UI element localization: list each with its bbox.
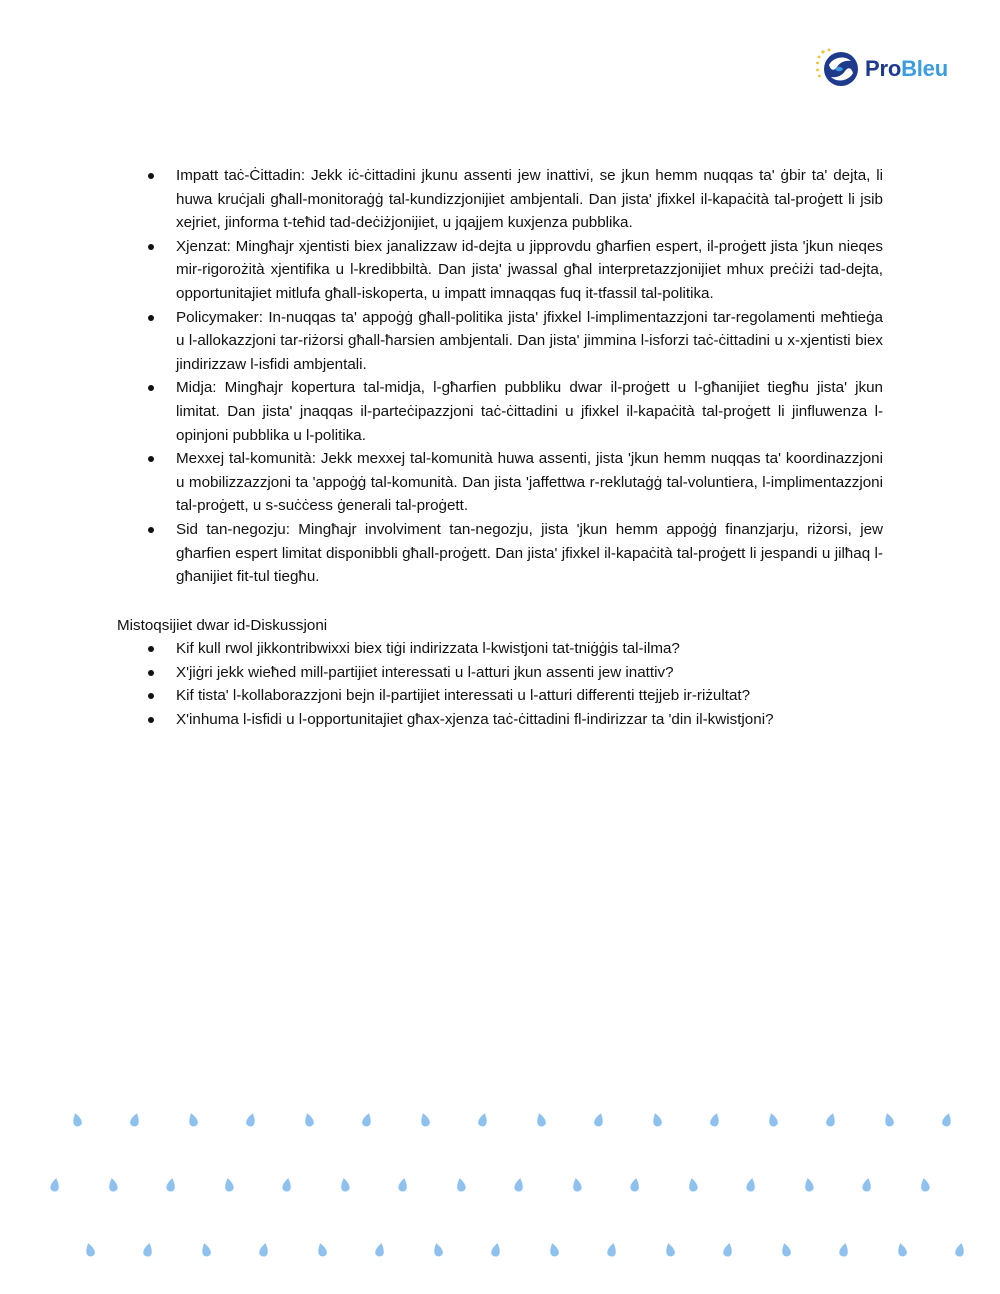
water-drop-icon: [630, 1177, 641, 1192]
water-drop-icon: [491, 1242, 502, 1257]
water-drop-icon: [432, 1242, 444, 1257]
water-drop-icon: [664, 1242, 676, 1257]
discussion-question: X'inhuma l-isfidi u l-opportunitajiet għax-xjenza taċ-ċittadini fl-indirizzar ta 'din il-kwistjoni?: [117, 708, 883, 732]
water-drop-icon: [941, 1112, 953, 1127]
water-drop-icon: [303, 1112, 315, 1127]
water-drop-icon: [607, 1242, 618, 1257]
water-drop-icon: [767, 1112, 779, 1127]
role-citizen-impact: Impatt taċ-Ċittadin: Jekk iċ-ċittadini jkunu assenti jew inattivi, se jkun hemm nuqqas ta' ġbir ta' dejta, li huwa kruċjali għall-monitoraġġ tal-kundizzjonijiet ambjentali. Dan jista' jfixkel il-kapaċità tal-proġett li jsib xejriet, jinforma t-teħid tad-deċiżjonijiet, u jqajjem kuxjenza pubblika.: [117, 164, 883, 235]
discussion-questions-list: [117, 637, 883, 731]
water-drop-icon: [688, 1177, 699, 1192]
water-drop-icon: [535, 1112, 547, 1127]
water-drop-icon: [316, 1242, 328, 1257]
water-drop-icon: [839, 1242, 850, 1257]
water-drop-icon: [920, 1177, 931, 1192]
water-drop-icon: [245, 1112, 257, 1127]
brand-name-pro: Pro: [865, 56, 902, 81]
water-drop-icon: [398, 1177, 409, 1192]
water-drop-icon: [187, 1112, 199, 1127]
role-community-leader: Mexxej tal-komunità: Jekk mexxej tal-komunità huwa assenti, jista 'jkun hemm nuqqas ta' koordinazzjoni u mobilizzazzjoni ta 'appoġġ tal-komunità. Dan jista 'jaffettwa r-reklutaġġ tal-voluntiera, l-implimentazzjoni tal-proġett, u s-suċċess ġenerali tal-proġett.: [117, 447, 883, 518]
water-drop-icon: [825, 1112, 837, 1127]
water-drop-icon: [282, 1177, 293, 1192]
water-drop-icon: [883, 1112, 895, 1127]
water-drop-icon: [259, 1242, 270, 1257]
roles-list: [117, 164, 883, 589]
water-drop-icon: [456, 1177, 467, 1192]
document-body: [117, 164, 883, 732]
water-drop-icon: [709, 1112, 721, 1127]
discussion-question: X'jiġri jekk wieħed mill-partijiet interessati u l-atturi jkun assenti jew inattiv?: [117, 661, 883, 685]
water-drop-icon: [477, 1112, 489, 1127]
role-policymaker: Policymaker: In-nuqqas ta' appoġġ għall-politika jista' jfixkel l-implimentazzjoni tar-regolamenti meħtieġa u l-allokazzjoni tar-riżorsi għall-ħarsien ambjentali. Dan jista' jimmina l-isforzi taċ-ċittadini u x-xjentisti biex jindirizzaw l-isfidi ambjentali.: [117, 306, 883, 377]
water-drop-icon: [804, 1177, 815, 1192]
water-drop-icon: [224, 1177, 235, 1192]
water-drop-icon: [746, 1177, 757, 1192]
brand-name: [865, 56, 948, 82]
water-drop-icon: [514, 1177, 525, 1192]
water-drop-icon: [419, 1112, 431, 1127]
role-business-owner: Sid tan-negozju: Mingħajr involviment tan-negozju, jista 'jkun hemm appoġġ finanzjarju, riżorsi, jew għarfien espert limitat disponibbli għall-proġett. Dan jista' jfixkel il-kapaċità tal-proġett li jespandi u jilħaq l-għanijiet fit-tul tiegħu.: [117, 518, 883, 589]
water-drop-icon: [340, 1177, 351, 1192]
water-drop-icon: [361, 1112, 373, 1127]
brand-name-bleu: Bleu: [901, 56, 948, 81]
water-drop-icon: [651, 1112, 663, 1127]
water-drop-icon: [780, 1242, 792, 1257]
discussion-heading: Mistoqsijiet dwar id-Diskussjoni: [117, 616, 328, 634]
water-drop-icon: [375, 1242, 386, 1257]
water-drops-decoration: [0, 1100, 1000, 1270]
water-drop-icon: [129, 1112, 141, 1127]
water-drop-icon: [143, 1242, 154, 1257]
role-media: Midja: Mingħajr kopertura tal-midja, l-għarfien pubbliku dwar il-proġett u l-għanijiet tiegħu jista' jkun limitat. Dan jista' jnaqqas il-parteċipazzjoni taċ-ċittadini u jfixkel il-kapaċità tal-proġett li jinfluwenza l-opinjoni pubblika u l-politika.: [117, 376, 883, 447]
water-drop-icon: [572, 1177, 583, 1192]
water-drop-icon: [50, 1177, 61, 1192]
water-drop-icon: [593, 1112, 605, 1127]
water-drop-icon: [71, 1112, 83, 1127]
discussion-question: Kif tista' l-kollaborazzjoni bejn il-partijiet interessati u l-atturi differenti ttejjeb ir-riżultat?: [117, 684, 883, 708]
discussion-question: Kif kull rwol jikkontribwixxi biex tiġi indirizzata l-kwistjoni tat-tniġġis tal-ilma?: [117, 637, 883, 661]
probleu-globe-icon: [815, 47, 861, 91]
role-scientist: Xjenzat: Mingħajr xjentisti biex janalizzaw id-dejta u jipprovdu għarfien espert, il-proġett jista 'jkun nieqes mir-rigorożità xjentifika u l-kredibbiltà. Dan jista' jwassal għal interpretazzjonijiet mhux preċiżi tad-dejta, opportunitajiet mitlufa għall-iskoperta, u impatt imnaqqas fuq it-tfassil tal-politika.: [117, 235, 883, 306]
water-drop-icon: [862, 1177, 873, 1192]
probleu-logo: [815, 47, 965, 91]
water-drop-icon: [723, 1242, 734, 1257]
water-drop-icon: [896, 1242, 908, 1257]
water-drop-icon: [548, 1242, 560, 1257]
water-drop-icon: [108, 1177, 119, 1192]
water-drop-icon: [955, 1242, 966, 1257]
water-drop-icon: [200, 1242, 212, 1257]
water-drop-icon: [166, 1177, 177, 1192]
water-drop-icon: [84, 1242, 96, 1257]
